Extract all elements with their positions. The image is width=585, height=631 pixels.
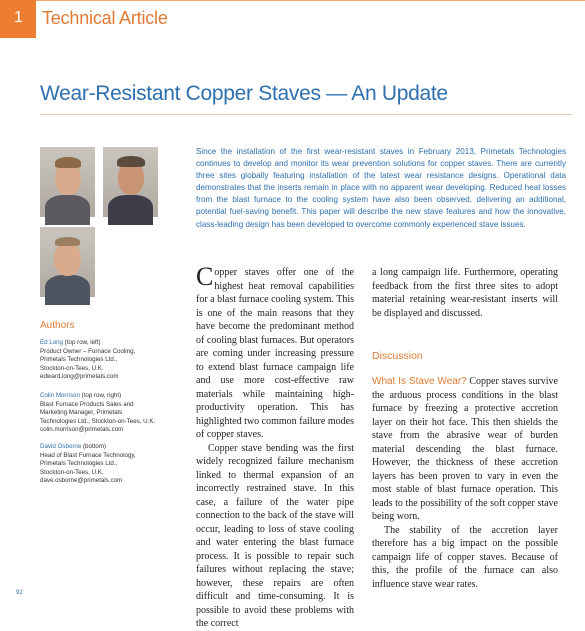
discussion-heading: Discussion — [372, 350, 423, 362]
drop-cap: C — [196, 262, 214, 291]
author-line: Blast Furnace Products Sales and — [40, 400, 134, 408]
author-line: Primetals Technologies Ltd., — [40, 356, 118, 364]
body-paragraph: Copper staves offer one of the highest heat removal capabilities for a blast furnace cooling system. This is one of the main reasons that they have become the predominant method of cooling blast furnaces. But operators are coming under increasing pressure to extend blast furnace campaign life and use more cost-effective raw materials while maintaining high-productivity operation. This has highlighted two common failure modes of copper staves. — [196, 262, 354, 440]
author-photo-david-osborne — [40, 227, 95, 297]
authors-heading: Authors — [40, 320, 75, 331]
article-abstract: Since the installation of the first wear-resistant staves in February 2013, Primetals Technologies continues to develop and monitor its wear prevention solutions for copper staves. There are currently three sites globally featuring installation of the latest wear resistance designs. Operational data demonstrates that the inserts remain in place with no apparent wear developing. Reduced heat losses from the blast furnace to the cooling system have also been observed, delivering an additional, potential fuel-saving benefit. This paper will describe the new stave features and how the innovative, class-leading design has been developed to overcome commonly experienced stave issues. — [196, 147, 566, 229]
article-title: Wear-Resistant Copper Staves — An Update — [40, 82, 448, 105]
author-name: David Osborne — [40, 443, 82, 450]
author-line: Product Owner – Furnace Cooling, — [40, 347, 136, 355]
author-name: Colin Morrison — [40, 392, 80, 399]
runin-heading: What Is Stave Wear? — [372, 376, 467, 387]
author-line: Stockton-on-Tees, U.K. — [40, 468, 104, 476]
author-line: Primetals Technologies Ltd., — [40, 460, 118, 468]
footer-page-number: 92 — [16, 590, 23, 596]
author-line: Technologies Ltd., Stockton-on-Tees, U.K. — [40, 417, 156, 425]
page-number: 1 — [14, 9, 23, 26]
author-name: Ed Long — [40, 339, 64, 346]
author-line: Marketing Manager, Primetals — [40, 409, 123, 417]
author-email: dave.osborne@primetals.com — [40, 477, 123, 485]
body-paragraph: a long campaign life. Furthermore, operating feedback from the first three sites to adopt material retaining wear-resistant inserts will be displayed and discussed. — [372, 267, 558, 319]
header-rule — [0, 0, 585, 1]
body-paragraph: What Is Stave Wear? Copper staves survive the arduous process conditions in the blast furnace by freezing a protective accretion layer on their hot face. This then shields the stave from the abrasive wear of burden material descending the blast furnace. However, the thickness of these accretion layers has been proven to vary in even the most stable of blast furnace operation. This leads to the possibility of the soft copper stave being worn. — [372, 376, 558, 522]
body-paragraph: The stability of the accretion layer therefore has a big impact on the possible campaign life of copper staves. Because of this, the profile of the furnace can also influence stave wear rates. — [372, 524, 558, 590]
author-block-3 — [40, 443, 190, 486]
author-line: Stockton-on-Tees, U.K. — [40, 364, 104, 372]
author-position: (bottom) — [81, 443, 107, 450]
body-column-2-top — [372, 266, 558, 320]
body-paragraph: Copper stave bending was the first widely recognized failure mechanism linked to thermal expansion of an incorrectly restrained stave. In this case, a failure of the water pipe connection to the back of the stave will occur, leading to loss of stave cooling and water entering the blast furnace process. It is possible to repair such failures without replacing the stave; however, these repairs are often difficult and time-consuming. It is possible to avoid these problems with the correct — [196, 442, 354, 629]
author-email: edward.long@primetals.com — [40, 373, 119, 381]
author-photo-ed-long — [40, 147, 95, 217]
author-block-2 — [40, 392, 190, 435]
author-email: colin.morrison@primetals.com — [40, 426, 124, 434]
author-line: Head of Blast Furnace Technology, — [40, 451, 136, 459]
body-column-1 — [196, 262, 354, 629]
author-position: (top row, right) — [79, 392, 122, 399]
title-divider — [40, 114, 572, 115]
page-number-tab — [0, 0, 36, 38]
body-column-2-bottom — [372, 375, 558, 602]
author-position: (top row, left) — [63, 339, 101, 346]
author-photo-colin-morrison — [103, 147, 158, 217]
section-label: Technical Article — [42, 8, 168, 28]
author-block-1 — [40, 339, 190, 382]
